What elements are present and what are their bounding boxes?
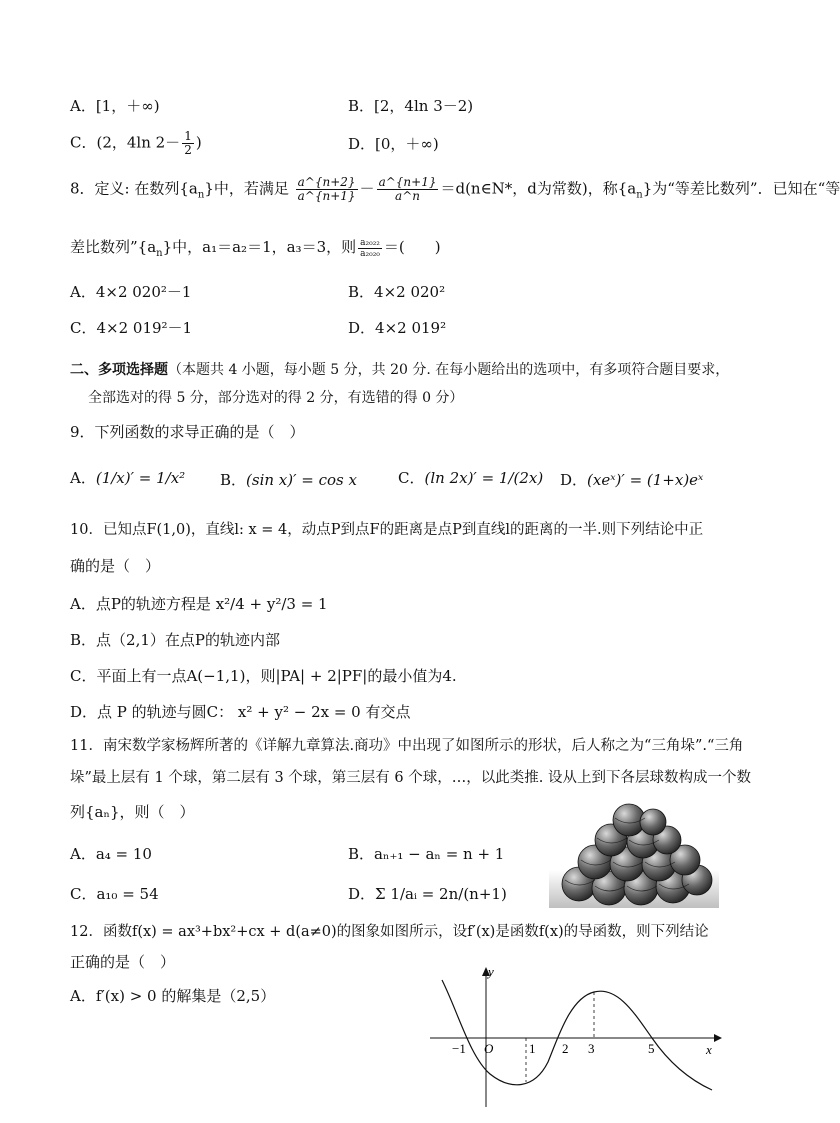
q8-option-c: C．4×2 019²－1 bbox=[70, 319, 193, 337]
basketball-pile-image bbox=[549, 800, 719, 908]
q7-option-c: C．(2，4ln 2－ $\frac{1}{2}$ ) bbox=[70, 129, 202, 157]
q10-option-c: C．平面上有一点A(−1,1)，则|PA| + 2|PF|的最小值为4. bbox=[70, 667, 457, 685]
tick-label: 2 bbox=[562, 1041, 569, 1056]
q10-option-b: B．点（2,1）在点P的轨迹内部 bbox=[70, 631, 280, 649]
q11-option-d: D．Σ 1/aᵢ = 2n/(n+1) bbox=[348, 885, 507, 903]
function-curve bbox=[442, 980, 712, 1090]
q8-stem-line2: 差比数列$”\{a_n\}$中，a₁＝a₂＝1，a₃＝3，则 $\frac{\text{a₂₀₂₂}}{\text{a₂₀₂₀}}$ ＝( ) bbox=[70, 237, 441, 259]
section-desc-2: 全部选对的得 5 分，部分选对的得 2 分，有选错的得 0 分） bbox=[88, 390, 464, 406]
q11-option-a: A．a₄ = 10 bbox=[70, 845, 152, 863]
q9-stem: 9．下列函数的求导正确的是（ ） bbox=[70, 423, 305, 441]
q8-stem-line1: 8．定义: 在数列$\{a_n\}$中，若满足 $\frac{a\^{}\{n+2\}}{a\^{}\{n+1\}}$ － $\frac{a\^{}\{n+1\}}{a\^{}n}$ ＝d(n∈N*，d为常数)，称$\{a_n\}$为“等差比数列”．已知在“等 bbox=[70, 175, 840, 203]
q11-option-c: C．a₁₀ = 54 bbox=[70, 885, 159, 903]
section-header bbox=[70, 360, 729, 380]
q8-option-b: B．4×2 020² bbox=[348, 283, 446, 301]
q12-stem-line1: 12．函数f(x) = ax³+bx²+cx + d(a≠0)的图象如图所示，设f′(x)是函数f(x)的导函数，则下列结论 bbox=[70, 924, 709, 940]
q7-option-a: A．[1，＋∞) bbox=[70, 97, 160, 115]
q10-option-a: A．点P的轨迹方程是 x²/4 + y²/3 = 1 bbox=[70, 595, 328, 613]
q9-option-b: B．(sin x)′ = cos x bbox=[220, 471, 357, 489]
q7-option-b: B．[2，4ln 3－2) bbox=[348, 97, 474, 115]
tick-label: 3 bbox=[588, 1041, 595, 1056]
q9-option-c: C．(ln 2x)′ = 1/(2x) bbox=[398, 469, 544, 487]
cubic-function-graph bbox=[430, 962, 730, 1112]
section-title: 二、多项选择题 bbox=[70, 362, 168, 378]
y-axis-label: y bbox=[488, 964, 494, 979]
q10-option-d: D．点 P 的轨迹与圆C： x² + y² − 2x = 0 有交点 bbox=[70, 703, 411, 721]
q10-stem-line2: 确的是（ ） bbox=[70, 557, 161, 575]
q11-stem-line1: 11．南宋数学家杨辉所著的《详解九章算法.商功》中出现了如图所示的形状，后人称之为“三角垛”.“三角 bbox=[70, 738, 744, 754]
q9-option-a: A．(1/x)′ = 1/x² bbox=[70, 469, 186, 487]
q12-stem-line2: 正确的是（ ） bbox=[70, 953, 176, 971]
q10-stem-line1: 10．已知点F(1,0)，直线l: x = 4，动点P到点F的距离是点P到直线l的距离的一半.则下列结论中正 bbox=[70, 522, 704, 538]
q8-option-d: D．4×2 019² bbox=[348, 319, 447, 337]
x-axis-arrow-icon bbox=[714, 1034, 722, 1042]
tick-label: 1 bbox=[529, 1041, 536, 1056]
origin-label: O bbox=[484, 1041, 494, 1056]
q8-option-a: A．4×2 020²－1 bbox=[70, 283, 192, 301]
q11-stem-line2: 垛”最上层有 1 个球，第二层有 3 个球，第三层有 6 个球，…，以此类推. 设从上到下各层球数构成一个数 bbox=[70, 770, 751, 786]
tick-label: 5 bbox=[648, 1041, 655, 1056]
q11-stem-line3: 列{aₙ}，则（ ） bbox=[70, 803, 195, 821]
q11-option-b: B．aₙ₊₁ − aₙ = n + 1 bbox=[348, 845, 505, 863]
section-desc-1: （本题共 4 小题，每小题 5 分，共 20 分. 在每小题给出的选项中，有多项符合题目要求， bbox=[168, 362, 730, 378]
q9-option-d: D．(xeˣ)′ = (1+x)eˣ bbox=[560, 471, 704, 489]
q12-option-a: A．f′(x) > 0 的解集是（2,5） bbox=[70, 987, 276, 1005]
q7-option-d: D．[0，＋∞) bbox=[348, 135, 439, 153]
x-axis-label: x bbox=[706, 1042, 712, 1057]
tick-label: −1 bbox=[452, 1041, 466, 1056]
